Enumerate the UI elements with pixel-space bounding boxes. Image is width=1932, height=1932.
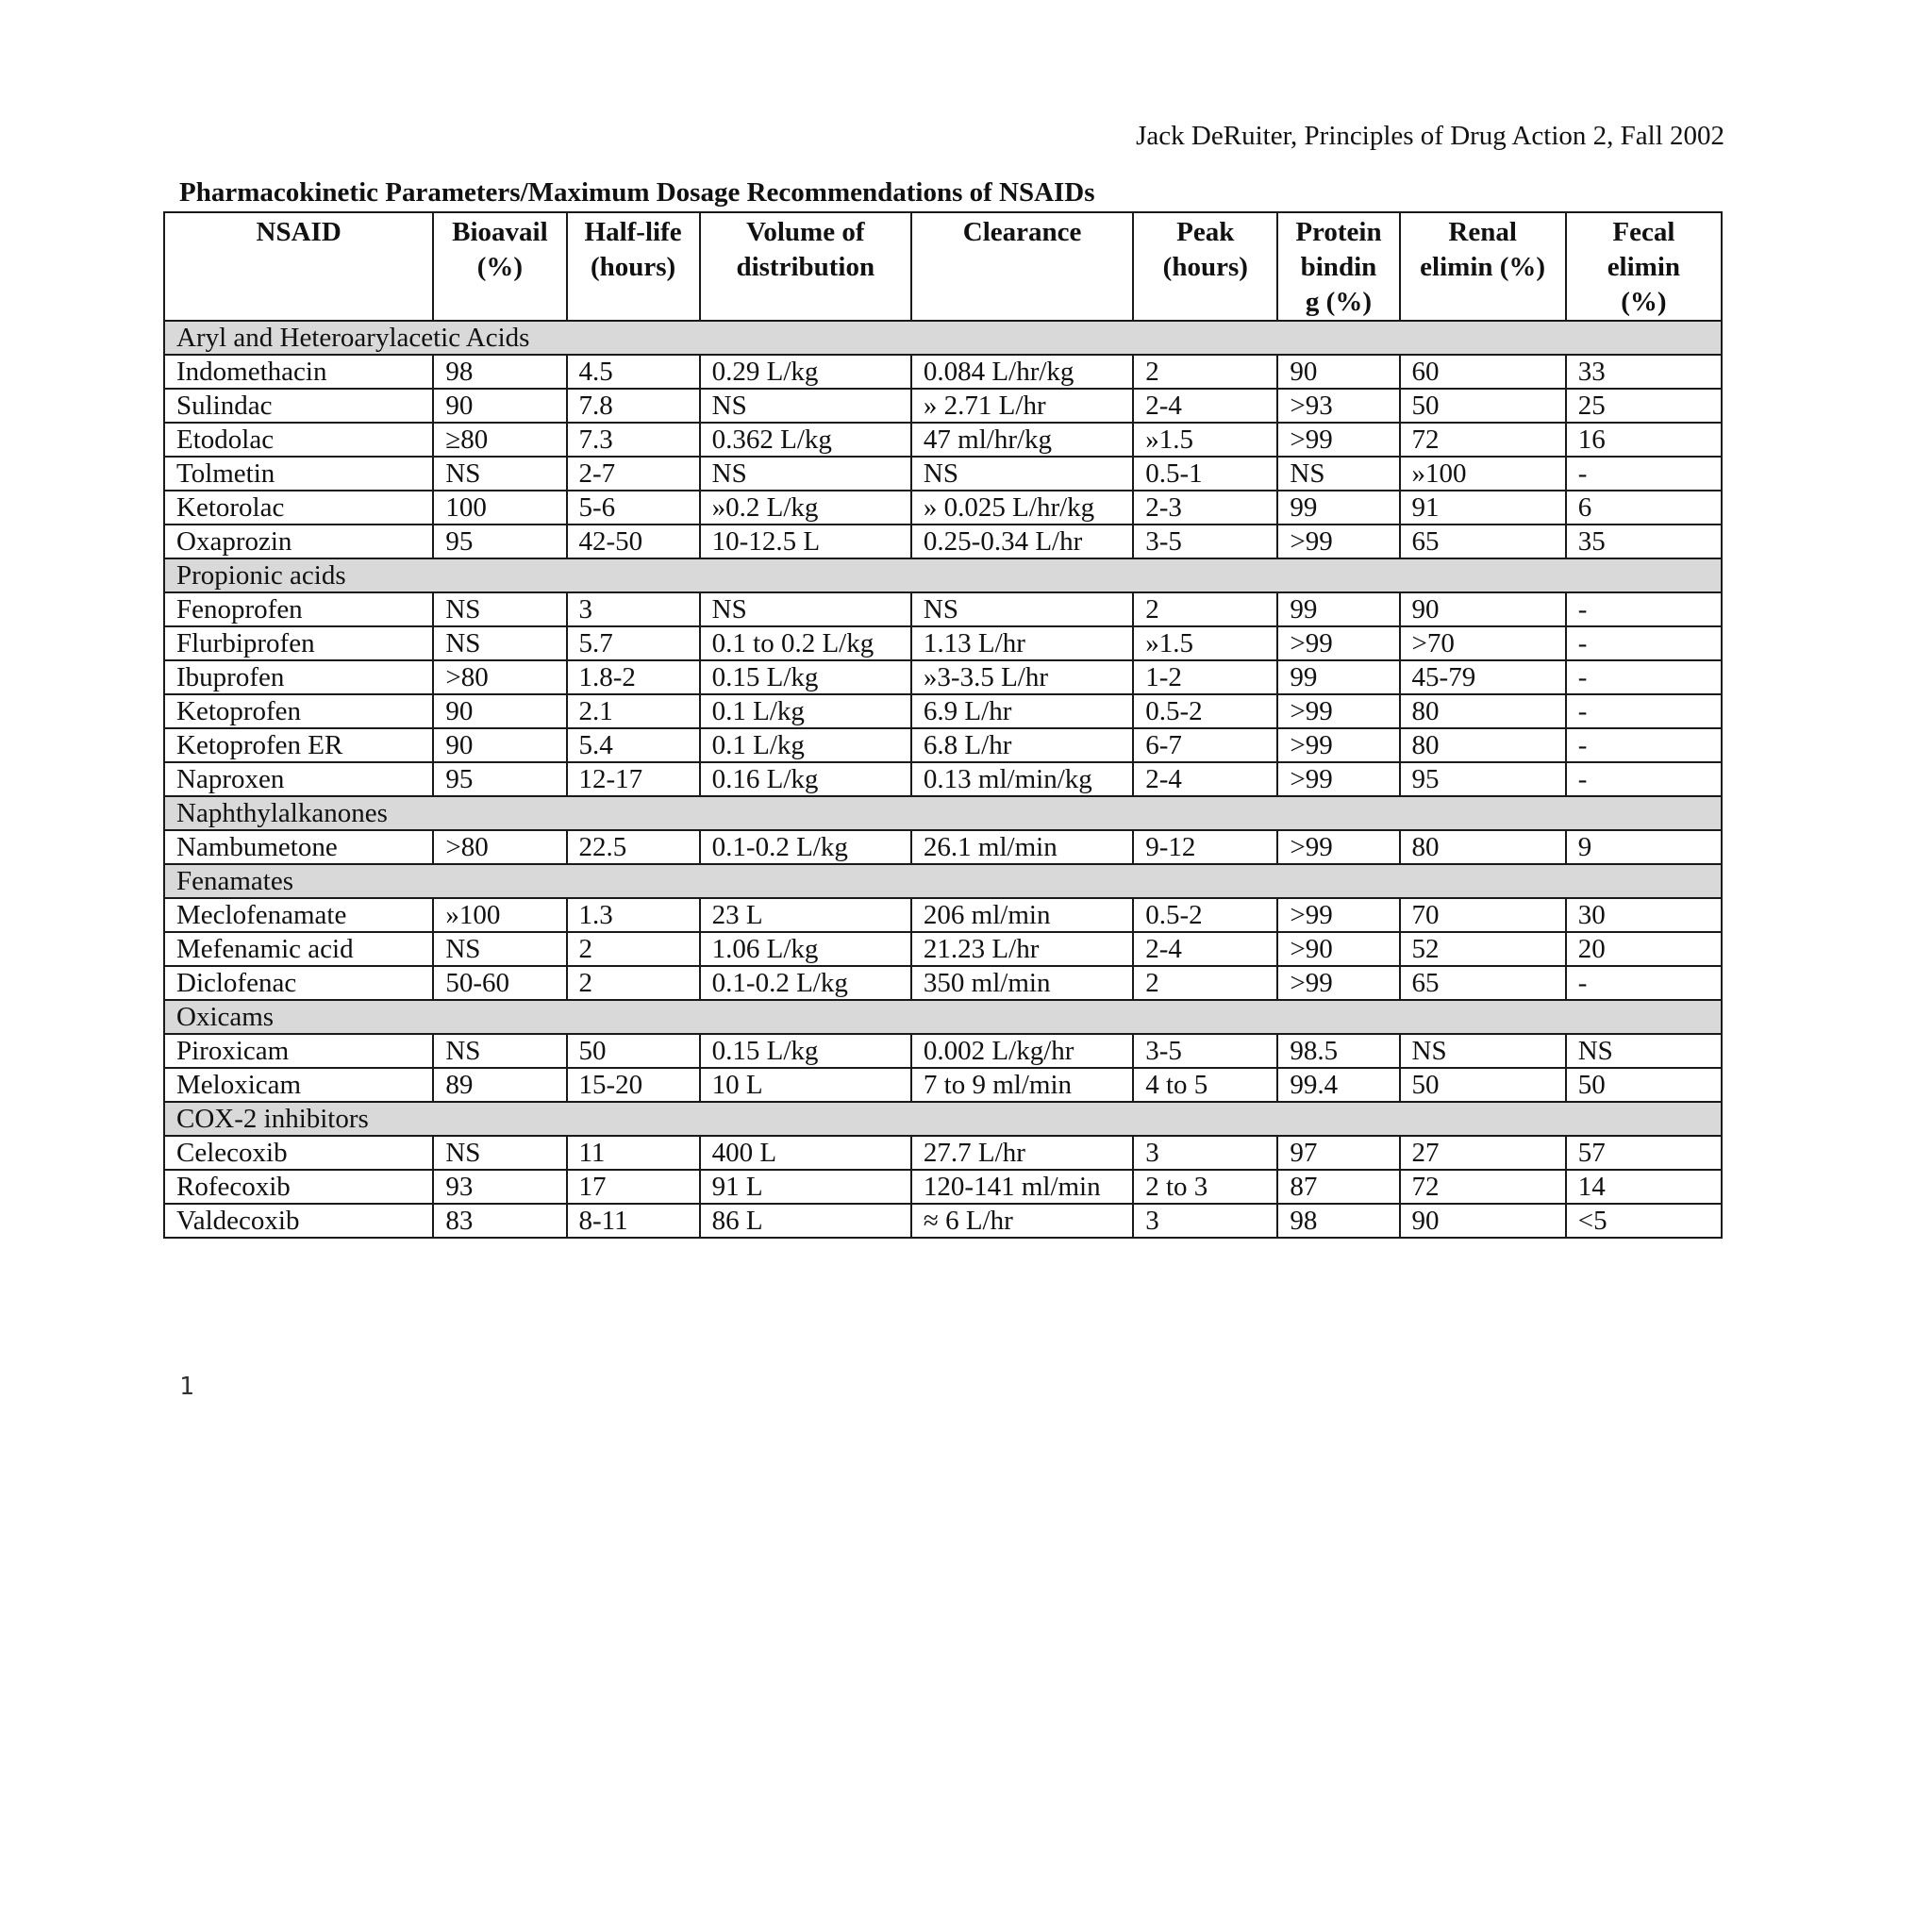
- table-cell: »1.5: [1133, 423, 1277, 457]
- table-cell: <5: [1566, 1204, 1722, 1238]
- table-cell: NS: [700, 457, 911, 491]
- drug-name-cell: Rofecoxib: [164, 1170, 433, 1204]
- table-cell: >99: [1277, 830, 1399, 864]
- drug-name-cell: Meclofenamate: [164, 898, 433, 932]
- drug-name-cell: Mefenamic acid: [164, 932, 433, 966]
- group-label: Propionic acids: [164, 558, 1722, 592]
- table-cell: 3: [1133, 1204, 1277, 1238]
- table-cell: -: [1566, 728, 1722, 762]
- table-cell: 50: [1400, 389, 1566, 423]
- table-cell: >99: [1277, 626, 1399, 660]
- table-cell: >99: [1277, 423, 1399, 457]
- table-cell: ≥80: [433, 423, 566, 457]
- table-title: Pharmacokinetic Parameters/Maximum Dosage Recommendations of NSAIDs: [179, 177, 1095, 208]
- drug-name-cell: Celecoxib: [164, 1136, 433, 1170]
- table-cell: 3: [1133, 1136, 1277, 1170]
- table-cell: 30: [1566, 898, 1722, 932]
- table-cell: 83: [433, 1204, 566, 1238]
- group-header-row: [164, 558, 1722, 592]
- table-cell: 80: [1400, 694, 1566, 728]
- table-cell: 98: [433, 355, 566, 389]
- drug-name-cell: Fenoprofen: [164, 592, 433, 626]
- drug-name-cell: Naproxen: [164, 762, 433, 796]
- table-cell: 22.5: [567, 830, 700, 864]
- table-cell: 8-11: [567, 1204, 700, 1238]
- column-header-fecal-elimin: Fecal elimin (%): [1566, 212, 1722, 321]
- table-cell: 7 to 9 ml/min: [911, 1068, 1133, 1102]
- table-cell: >99: [1277, 694, 1399, 728]
- table-cell: >99: [1277, 898, 1399, 932]
- nsaid-pharmacokinetics-table: [163, 211, 1723, 1239]
- table-cell: NS: [911, 457, 1133, 491]
- table-cell: >90: [1277, 932, 1399, 966]
- table-cell: 60: [1400, 355, 1566, 389]
- table-cell: 12-17: [567, 762, 700, 796]
- table-cell: 10-12.5 L: [700, 525, 911, 558]
- table-row: [164, 457, 1722, 491]
- table-cell: 2.1: [567, 694, 700, 728]
- table-row: [164, 898, 1722, 932]
- table-body: [164, 321, 1722, 1238]
- table-cell: 91 L: [700, 1170, 911, 1204]
- table-cell: 52: [1400, 932, 1566, 966]
- table-cell: 42-50: [567, 525, 700, 558]
- table-cell: 6-7: [1133, 728, 1277, 762]
- group-header-row: [164, 1000, 1722, 1034]
- table-row: [164, 491, 1722, 525]
- table-cell: 20: [1566, 932, 1722, 966]
- table-cell: 0.13 ml/min/kg: [911, 762, 1133, 796]
- table-cell: 47 ml/hr/kg: [911, 423, 1133, 457]
- table-cell: -: [1566, 457, 1722, 491]
- drug-name-cell: Flurbiprofen: [164, 626, 433, 660]
- table-cell: 3-5: [1133, 1034, 1277, 1068]
- column-header-protein-binding: Protein bindin g (%): [1277, 212, 1399, 321]
- table-cell: 0.1-0.2 L/kg: [700, 830, 911, 864]
- table-cell: 27: [1400, 1136, 1566, 1170]
- column-header-bioavail: Bioavail (%): [433, 212, 566, 321]
- table-cell: 0.5-1: [1133, 457, 1277, 491]
- table-cell: 57: [1566, 1136, 1722, 1170]
- table-cell: NS: [433, 626, 566, 660]
- table-cell: 2-7: [567, 457, 700, 491]
- table-cell: 87: [1277, 1170, 1399, 1204]
- table-cell: >70: [1400, 626, 1566, 660]
- table-cell: NS: [911, 592, 1133, 626]
- table-cell: 90: [1400, 1204, 1566, 1238]
- table-cell: 98: [1277, 1204, 1399, 1238]
- table-cell: 86 L: [700, 1204, 911, 1238]
- header-row: [164, 212, 1722, 321]
- drug-name-cell: Nambumetone: [164, 830, 433, 864]
- table-cell: 65: [1400, 966, 1566, 1000]
- table-cell: 0.25-0.34 L/hr: [911, 525, 1133, 558]
- table-cell: 16: [1566, 423, 1722, 457]
- table-cell: >99: [1277, 525, 1399, 558]
- group-label: COX-2 inhibitors: [164, 1102, 1722, 1136]
- table-cell: -: [1566, 762, 1722, 796]
- table-cell: 50: [1400, 1068, 1566, 1102]
- table-row: [164, 1136, 1722, 1170]
- table-cell: NS: [433, 932, 566, 966]
- group-label: Naphthylalkanones: [164, 796, 1722, 830]
- table-cell: 2: [567, 932, 700, 966]
- table-cell: >80: [433, 830, 566, 864]
- table-cell: 7.8: [567, 389, 700, 423]
- table-row: [164, 660, 1722, 694]
- table-cell: ≈ 6 L/hr: [911, 1204, 1133, 1238]
- table-cell: 2-4: [1133, 389, 1277, 423]
- table-cell: 11: [567, 1136, 700, 1170]
- table-cell: -: [1566, 660, 1722, 694]
- table-row: [164, 966, 1722, 1000]
- table-cell: 95: [1400, 762, 1566, 796]
- table-cell: 91: [1400, 491, 1566, 525]
- table-cell: 0.29 L/kg: [700, 355, 911, 389]
- drug-name-cell: Sulindac: [164, 389, 433, 423]
- table-cell: 90: [433, 728, 566, 762]
- table-cell: 1.06 L/kg: [700, 932, 911, 966]
- page-number: 1: [179, 1373, 194, 1401]
- table-cell: 97: [1277, 1136, 1399, 1170]
- table-cell: 72: [1400, 423, 1566, 457]
- table-cell: 3-5: [1133, 525, 1277, 558]
- table-cell: 7.3: [567, 423, 700, 457]
- table-cell: >99: [1277, 966, 1399, 1000]
- table-row: [164, 626, 1722, 660]
- table-cell: 2: [1133, 966, 1277, 1000]
- table-row: [164, 694, 1722, 728]
- table-cell: 17: [567, 1170, 700, 1204]
- table-cell: »100: [1400, 457, 1566, 491]
- table-cell: 4.5: [567, 355, 700, 389]
- drug-name-cell: Etodolac: [164, 423, 433, 457]
- table-cell: 2: [1133, 355, 1277, 389]
- table-cell: >93: [1277, 389, 1399, 423]
- table-row: [164, 592, 1722, 626]
- table-cell: NS: [1566, 1034, 1722, 1068]
- column-header-renal-elimin: Renal elimin (%): [1400, 212, 1566, 321]
- table-cell: NS: [700, 592, 911, 626]
- table-cell: 0.16 L/kg: [700, 762, 911, 796]
- table-cell: 2: [1133, 592, 1277, 626]
- column-header-peak: Peak (hours): [1133, 212, 1277, 321]
- table-cell: 0.15 L/kg: [700, 1034, 911, 1068]
- table-cell: 100: [433, 491, 566, 525]
- drug-name-cell: Piroxicam: [164, 1034, 433, 1068]
- table-cell: 50: [567, 1034, 700, 1068]
- table-cell: 5.4: [567, 728, 700, 762]
- column-header-nsaid: NSAID: [164, 212, 433, 321]
- table-row: [164, 728, 1722, 762]
- table-cell: -: [1566, 966, 1722, 1000]
- table-cell: 72: [1400, 1170, 1566, 1204]
- drug-name-cell: Diclofenac: [164, 966, 433, 1000]
- table-row: [164, 355, 1722, 389]
- table-cell: 70: [1400, 898, 1566, 932]
- table-cell: NS: [433, 1136, 566, 1170]
- drug-name-cell: Indomethacin: [164, 355, 433, 389]
- table-cell: 90: [433, 694, 566, 728]
- table-cell: 400 L: [700, 1136, 911, 1170]
- table-cell: 6.9 L/hr: [911, 694, 1133, 728]
- group-header-row: [164, 1102, 1722, 1136]
- drug-name-cell: Ketoprofen: [164, 694, 433, 728]
- table-cell: 65: [1400, 525, 1566, 558]
- table-cell: 45-79: [1400, 660, 1566, 694]
- table-cell: »0.2 L/kg: [700, 491, 911, 525]
- group-label: Aryl and Heteroarylacetic Acids: [164, 321, 1722, 355]
- table-cell: -: [1566, 592, 1722, 626]
- drug-name-cell: Ibuprofen: [164, 660, 433, 694]
- drug-name-cell: Tolmetin: [164, 457, 433, 491]
- table-cell: 90: [433, 389, 566, 423]
- table-cell: 14: [1566, 1170, 1722, 1204]
- table-cell: NS: [433, 1034, 566, 1068]
- table-cell: »1.5: [1133, 626, 1277, 660]
- table-cell: 5-6: [567, 491, 700, 525]
- table-cell: 95: [433, 525, 566, 558]
- table-cell: 25: [1566, 389, 1722, 423]
- table-cell: 93: [433, 1170, 566, 1204]
- table-cell: 6: [1566, 491, 1722, 525]
- table-row: [164, 1170, 1722, 1204]
- column-header-clearance: Clearance: [911, 212, 1133, 321]
- table-cell: 21.23 L/hr: [911, 932, 1133, 966]
- table-row: [164, 1034, 1722, 1068]
- document-header: Jack DeRuiter, Principles of Drug Action 2, Fall 2002: [1136, 121, 1724, 151]
- table-cell: 2: [567, 966, 700, 1000]
- table-cell: 0.1 L/kg: [700, 728, 911, 762]
- table-row: [164, 762, 1722, 796]
- table-cell: 90: [1277, 355, 1399, 389]
- column-header-volume-of-distribution: Volume of distribution: [700, 212, 911, 321]
- table-cell: NS: [433, 457, 566, 491]
- table-cell: 80: [1400, 728, 1566, 762]
- column-header-half-life: Half-life (hours): [567, 212, 700, 321]
- table-cell: 2-4: [1133, 762, 1277, 796]
- table-row: [164, 1068, 1722, 1102]
- drug-name-cell: Valdecoxib: [164, 1204, 433, 1238]
- table-cell: 80: [1400, 830, 1566, 864]
- group-header-row: [164, 321, 1722, 355]
- table-cell: 0.1-0.2 L/kg: [700, 966, 911, 1000]
- table-cell: 0.1 to 0.2 L/kg: [700, 626, 911, 660]
- table-cell: 2-4: [1133, 932, 1277, 966]
- table-cell: NS: [1277, 457, 1399, 491]
- table-cell: >99: [1277, 728, 1399, 762]
- table-cell: »100: [433, 898, 566, 932]
- table-cell: 6.8 L/hr: [911, 728, 1133, 762]
- table-cell: 50-60: [433, 966, 566, 1000]
- table-cell: 350 ml/min: [911, 966, 1133, 1000]
- table-cell: 4 to 5: [1133, 1068, 1277, 1102]
- drug-name-cell: Meloxicam: [164, 1068, 433, 1102]
- drug-name-cell: Ketorolac: [164, 491, 433, 525]
- table-row: [164, 1204, 1722, 1238]
- table-cell: 0.084 L/hr/kg: [911, 355, 1133, 389]
- table-row: [164, 389, 1722, 423]
- drug-name-cell: Ketoprofen ER: [164, 728, 433, 762]
- table-cell: 99: [1277, 491, 1399, 525]
- table-cell: » 0.025 L/hr/kg: [911, 491, 1133, 525]
- table-cell: 15-20: [567, 1068, 700, 1102]
- table-row: [164, 830, 1722, 864]
- table-cell: 2 to 3: [1133, 1170, 1277, 1204]
- table-cell: 50: [1566, 1068, 1722, 1102]
- table-cell: 1.13 L/hr: [911, 626, 1133, 660]
- table-row: [164, 525, 1722, 558]
- group-header-row: [164, 796, 1722, 830]
- table-cell: NS: [433, 592, 566, 626]
- table-cell: 0.15 L/kg: [700, 660, 911, 694]
- table-cell: 3: [567, 592, 700, 626]
- table-cell: 90: [1400, 592, 1566, 626]
- table-cell: 1.8-2: [567, 660, 700, 694]
- table-cell: 98.5: [1277, 1034, 1399, 1068]
- table-cell: 0.1 L/kg: [700, 694, 911, 728]
- table-cell: 1.3: [567, 898, 700, 932]
- table-cell: 27.7 L/hr: [911, 1136, 1133, 1170]
- table-cell: NS: [1400, 1034, 1566, 1068]
- table-cell: 0.362 L/kg: [700, 423, 911, 457]
- table-cell: >80: [433, 660, 566, 694]
- group-label: Fenamates: [164, 864, 1722, 898]
- group-label: Oxicams: [164, 1000, 1722, 1034]
- table-cell: 26.1 ml/min: [911, 830, 1133, 864]
- table-cell: 9-12: [1133, 830, 1277, 864]
- table-cell: -: [1566, 626, 1722, 660]
- table-cell: 0.5-2: [1133, 694, 1277, 728]
- table-cell: 1-2: [1133, 660, 1277, 694]
- drug-name-cell: Oxaprozin: [164, 525, 433, 558]
- table-cell: 95: [433, 762, 566, 796]
- table-cell: »3-3.5 L/hr: [911, 660, 1133, 694]
- table-cell: 0.002 L/kg/hr: [911, 1034, 1133, 1068]
- table-cell: » 2.71 L/hr: [911, 389, 1133, 423]
- table-cell: 99.4: [1277, 1068, 1399, 1102]
- table-cell: 89: [433, 1068, 566, 1102]
- table-cell: 99: [1277, 660, 1399, 694]
- table-cell: 206 ml/min: [911, 898, 1133, 932]
- table-cell: 99: [1277, 592, 1399, 626]
- group-header-row: [164, 864, 1722, 898]
- table-cell: 9: [1566, 830, 1722, 864]
- table-cell: 120-141 ml/min: [911, 1170, 1133, 1204]
- table-cell: 10 L: [700, 1068, 911, 1102]
- table-cell: 35: [1566, 525, 1722, 558]
- table-cell: NS: [700, 389, 911, 423]
- table-row: [164, 423, 1722, 457]
- table-cell: 2-3: [1133, 491, 1277, 525]
- table-cell: >99: [1277, 762, 1399, 796]
- table-cell: 0.5-2: [1133, 898, 1277, 932]
- table-row: [164, 932, 1722, 966]
- table-cell: 5.7: [567, 626, 700, 660]
- table-cell: -: [1566, 694, 1722, 728]
- table-cell: 23 L: [700, 898, 911, 932]
- table-cell: 33: [1566, 355, 1722, 389]
